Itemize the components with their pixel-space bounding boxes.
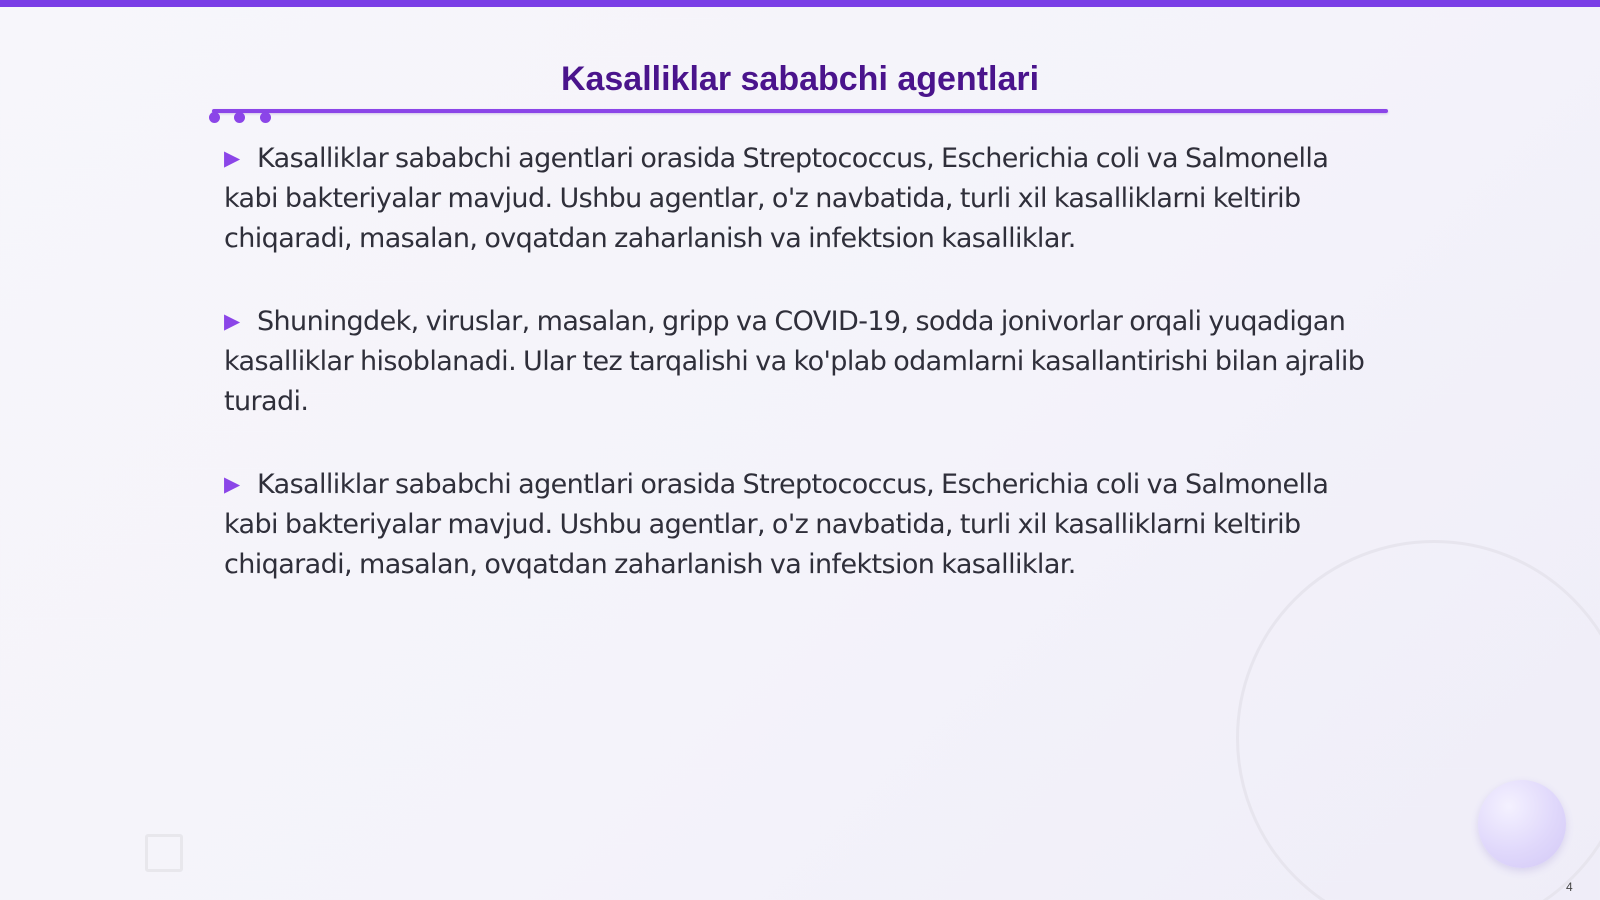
slide-content: [224, 138, 1384, 627]
paragraph-text: Kasalliklar sababchi agentlari orasida Streptococcus, Escherichia coli va Salmonella kabi bakteriyalar mavjud. Ushbu agentlar, o'z navbatida, turli xil kasalliklarni keltirib chiqaradi, masalan, ovqatdan zaharlanish va infektsion kasalliklar.: [224, 469, 1329, 580]
title-underline: [212, 109, 1388, 113]
underline-dot-2: [234, 112, 245, 123]
paragraph-text: Kasalliklar sababchi agentlari orasida Streptococcus, Escherichia coli va Salmonella kabi bakteriyalar mavjud. Ushbu agentlar, o'z navbatida, turli xil kasalliklarni keltirib chiqaradi, masalan, ovqatdan zaharlanish va infektsion kasalliklar.: [224, 143, 1329, 254]
bullet-paragraph-2: [224, 301, 1384, 422]
top-accent-bar: [0, 0, 1600, 7]
underline-dot-3: [260, 112, 271, 123]
triangle-right-icon: ▶: [224, 472, 240, 496]
bullet-paragraph-3: [224, 464, 1384, 585]
bullet-paragraph-1: [224, 138, 1384, 259]
slide-title: Kasalliklar sababchi agentlari: [560, 60, 1040, 98]
triangle-right-icon: ▶: [224, 146, 240, 170]
decorative-square: [145, 834, 183, 872]
underline-dot-1: [209, 112, 220, 123]
page-number: 4: [1566, 880, 1573, 894]
decorative-sphere: [1478, 780, 1566, 868]
paragraph-text: Shuningdek, viruslar, masalan, gripp va COVID-19, sodda jonivorlar orqali yuqadigan kasalliklar hisoblanadi. Ular tez tarqalishi va ko'plab odamlarni kasallantirishi bilan ajralib turadi.: [224, 306, 1365, 417]
triangle-right-icon: ▶: [224, 309, 240, 333]
